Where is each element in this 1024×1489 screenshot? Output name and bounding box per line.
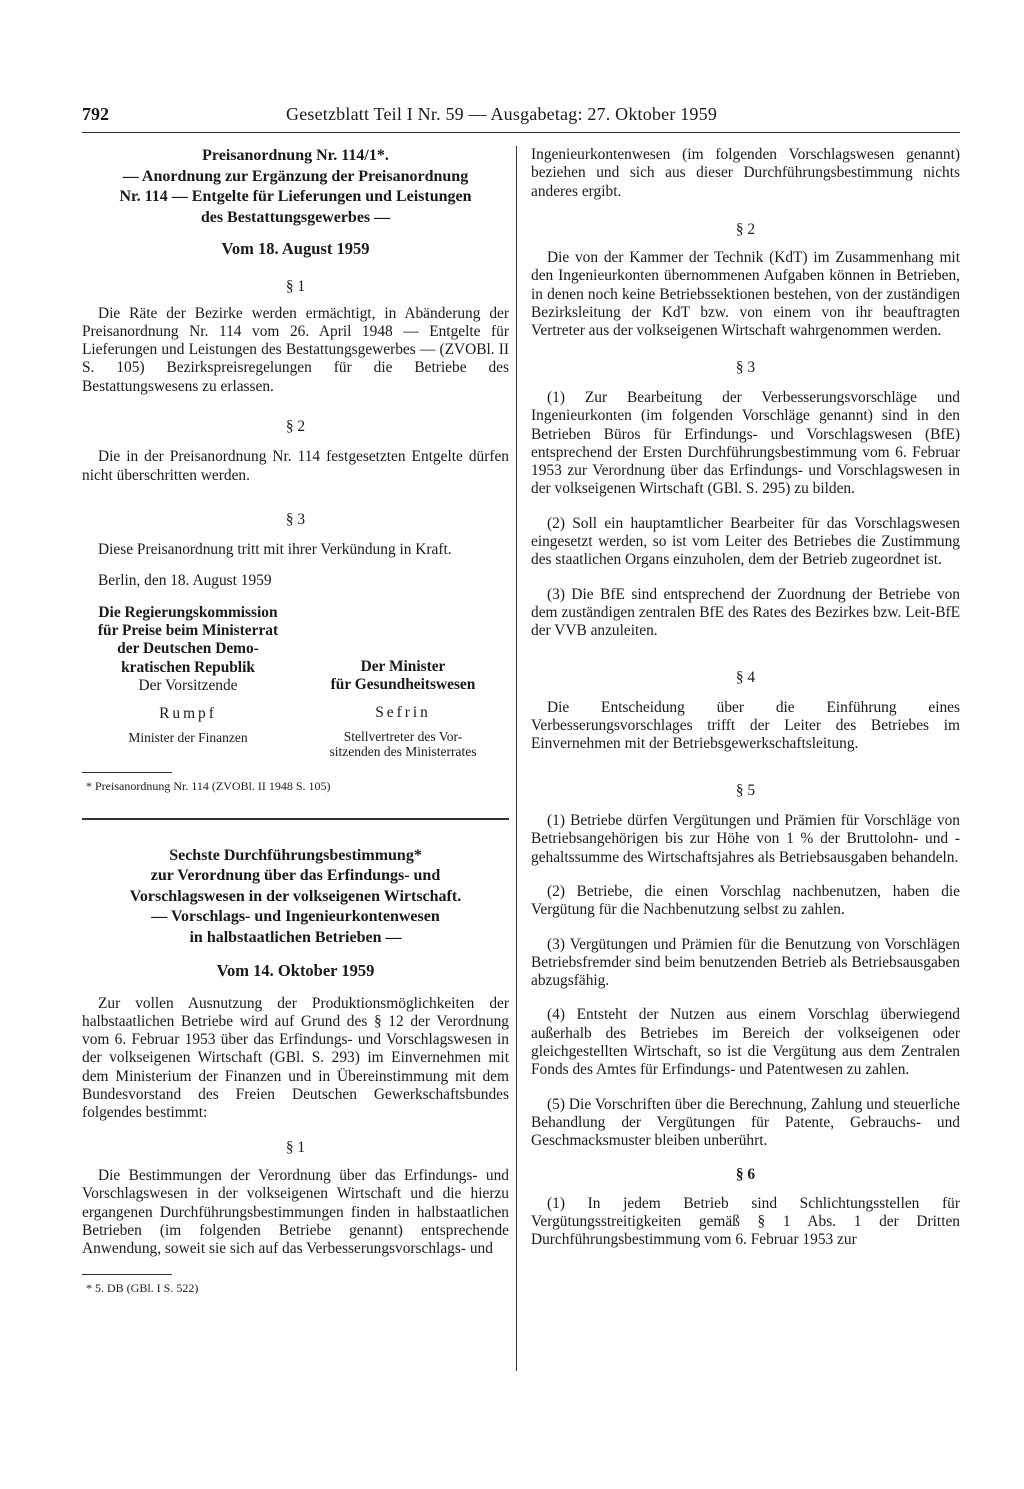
section-5-paragraph-2: (2) Betriebe, die einen Vorschlag nachbenutzen, haben die Vergütung für die Nachbenutzung selbst zu zahlen.: [531, 882, 960, 919]
order1-title-line: Preisanordnung Nr. 114/1*.: [202, 147, 389, 164]
signatory-name: Rumpf: [159, 705, 217, 723]
order1-section-1-heading: § 1: [285, 278, 306, 296]
section-3-paragraph-1: (1) Zur Bearbeitung der Verbesserungsvorschläge und Ingenieurkonten (im folgenden Vorschläge genannt) sind in den Betrieben Büros für Erfindungs- und Vorschlagswesen (BfE) entsprechend der Ersten Durchführungsbestimmung vom 6. Februar 1953 zur Verordnung über das Erfindungs- und Vorschlagswesen in der volkseigenen Wirtschaft (GBl. S. 295) zu bilden.: [531, 388, 960, 498]
section-5-heading: § 5: [735, 781, 756, 799]
page-number: 792: [82, 104, 109, 124]
order2-title-line: in halbstaatlichen Betrieben —: [189, 928, 402, 946]
signatory-name: Sefrin: [375, 704, 431, 722]
order2-footnote: * 5. DB (GBl. I S. 522): [86, 1281, 199, 1296]
signatory-title: Minister der Finanzen: [128, 729, 248, 745]
section-6-heading: § 6: [735, 1166, 756, 1184]
section-2-heading: § 2: [735, 220, 756, 238]
signature-right: [297, 604, 509, 760]
signature-block: [82, 604, 509, 760]
header-rule: [82, 132, 960, 133]
order2-title-line: zur Verordnung über das Erfindungs- und: [150, 867, 441, 885]
section-4-text: Die Entscheidung über die Einführung eines Verbesserungsvorschlages trifft der Leiter des Betriebes im Einvernehmen mit der Betriebsgewerkschaftsleitung.: [531, 698, 960, 753]
order1-section-1-text: Die Räte der Bezirke werden ermächtigt, in Abänderung der Preisanordnung Nr. 114 vom 26. April 1948 — Entgelte für Lieferungen und Leistungen des Bestattungsgewerbes — (ZVOBl. II S. 105) Bezirkspreisregelungen für die Betriebe des Bestattungswesens zu erlassen.: [82, 304, 509, 395]
order1-section-3-text: Diese Preisanordnung tritt mit ihrer Verkündung in Kraft.: [98, 541, 452, 559]
signatory-org-line: für Gesundheitswesen: [330, 676, 476, 694]
signatory-role: Der Vorsitzende: [138, 677, 238, 695]
place-and-date: Berlin, den 18. August 1959: [98, 571, 272, 589]
section-6-paragraph-1: (1) In jedem Betrieb sind Schlichtungsstellen für Vergütungsstreitigkeiten gemäß § 1 Abs. 1 der Dritten Durchführungsbestimmung vom 6. Februar 1953 zur: [531, 1194, 960, 1249]
signatory-org-line: der Deutschen Demo-: [117, 640, 259, 658]
order2-section-1-heading: § 1: [285, 1138, 306, 1156]
order2-date: Vom 14. Oktober 1959: [216, 961, 375, 981]
signatory-title-line: Stellvertreter des Vor-: [343, 728, 463, 744]
order2-title-line: Vorschlagswesen in der volkseigenen Wirtschaft.: [129, 887, 462, 905]
order1-section-2-heading: § 2: [285, 418, 306, 436]
section-5-paragraph-1: (1) Betriebe dürfen Vergütungen und Prämien für Vorschläge von Betriebsangehörigen bis zur Höhe von 1 % der Bruttolohn- und -gehaltssumme des Wirtschaftsjahres als Betriebsausgaben behandeln.: [531, 812, 960, 866]
order1-title-line: — Anordnung zur Ergänzung der Preisanordnung: [122, 167, 469, 185]
signatory-org-line: für Preise beim Ministerrat: [97, 622, 279, 640]
section-2-text: Die von der Kammer der Technik (KdT) im Zusammenhang mit den Ingenieurkonten übernommenen Aufgaben können in Betrieben, in denen noch keine Betriebssektionen bestehen, von der zuständigen Bezirksleitung der KdT bzw. von einem von ihr beauftragten Vertreter aus der volkseigenen Wirtschaft wahrgenommen werden.: [531, 249, 960, 340]
section-3-paragraph-3: (3) Die BfE sind entsprechend der Zuordnung der Betriebe von dem zuständigen zentralen BfE des Rates des Bezirkes bzw. Leit-BfE der VVB anzuleiten.: [531, 585, 960, 640]
section-3-heading: § 3: [735, 358, 756, 376]
signatory-title-line: sitzenden des Ministerrates: [329, 744, 477, 760]
signatory-org-line: kratischen Republik: [121, 658, 255, 676]
order1-title-line: des Bestattungsgewerbes —: [200, 208, 391, 226]
left-column: [82, 146, 509, 1296]
column-divider: [516, 146, 517, 1371]
order1-section-3-heading: § 3: [285, 510, 306, 528]
signature-left: [82, 604, 294, 760]
continued-text: Ingenieurkontenwesen (im folgenden Vorschlagswesen genannt) beziehen und sich aus dieser Durchführungsbestimmung nichts anderes ergibt.: [531, 146, 960, 200]
order1-title-line: Nr. 114 — Entgelte für Lieferungen und Leistungen: [119, 188, 472, 205]
section-5-paragraph-3: (3) Vergütungen und Prämien für die Benutzung von Vorschlägen Betriebsfremder sind beim benutzenden Betrieb als Betriebsausgaben abzugsfähig.: [531, 935, 960, 990]
signatory-org-line: Der Minister: [360, 657, 446, 675]
order2-section-1-text: Die Bestimmungen der Verordnung über das Erfindungs- und Vorschlagswesen in der volkseigenen Wirtschaft und die hierzu ergangenen Durchführungsbestimmungen finden in halbstaatlichen Betrieben (im folgenden Betriebe genannt) entsprechende Anwendung, soweit sie sich auf das Verbesserungsvorschlags- und: [82, 1166, 509, 1258]
section-4-heading: § 4: [735, 668, 756, 686]
section-5-paragraph-4: (4) Entsteht der Nutzen aus einem Vorschlag überwiegend außerhalb des Betriebes im Bereich der volkseigenen oder gleichgestellten Wirtschaft, so ist die Vergütung aus dem Zentralen Fonds des Amtes für Erfindungs- und Patentwesen zu zahlen.: [531, 1006, 960, 1079]
signatory-org-line: Die Regierungskommission: [98, 603, 278, 621]
order1-date: Vom 18. August 1959: [221, 239, 370, 258]
right-column: [531, 146, 960, 1250]
section-3-paragraph-2: (2) Soll ein hauptamtlicher Bearbeiter für das Vorschlagswesen eingesetzt werden, so ist vom Leiter des Betriebes die Zustimmung des staatlichen Organs einzuholen, dem der Betrieb zugeordnet ist.: [531, 514, 960, 569]
order2-preamble: Zur vollen Ausnutzung der Produktionsmöglichkeiten der halbstaatlichen Betriebe wird auf Grund des § 12 der Verordnung vom 6. Februar 1953 über das Erfindungs- und Vorschlagswesen in der volkseigenen Wirtschaft (GBl. S. 293) im Einvernehmen mit dem Ministerium der Finanzen und in Übereinstimmung mit dem Bundesvorstand des Freien Deutschen Gewerkschaftsbundes folgendes bestimmt:: [82, 994, 509, 1122]
order1-section-2-text: Die in der Preisanordnung Nr. 114 festgesetzten Entgelte dürfen nicht überschritten werden.: [82, 448, 509, 484]
running-title: Gesetzblatt Teil I Nr. 59 — Ausgabetag: 27. Oktober 1959: [286, 104, 718, 124]
section-5-paragraph-5: (5) Die Vorschriften über die Berechnung, Zahlung und steuerliche Behandlung der Vergütungen für Patente, Gebrauchs- und Geschmacksmuster bleiben unberührt.: [531, 1095, 960, 1150]
order2-title-line: Sechste Durchführungsbestimmung*: [169, 846, 422, 864]
order2-title-line: — Vorschlags- und Ingenieurkontenwesen: [151, 908, 440, 926]
page-header: [82, 104, 960, 134]
order1-footnote: * Preisanordnung Nr. 114 (ZVOBl. II 1948 S. 105): [86, 778, 331, 793]
